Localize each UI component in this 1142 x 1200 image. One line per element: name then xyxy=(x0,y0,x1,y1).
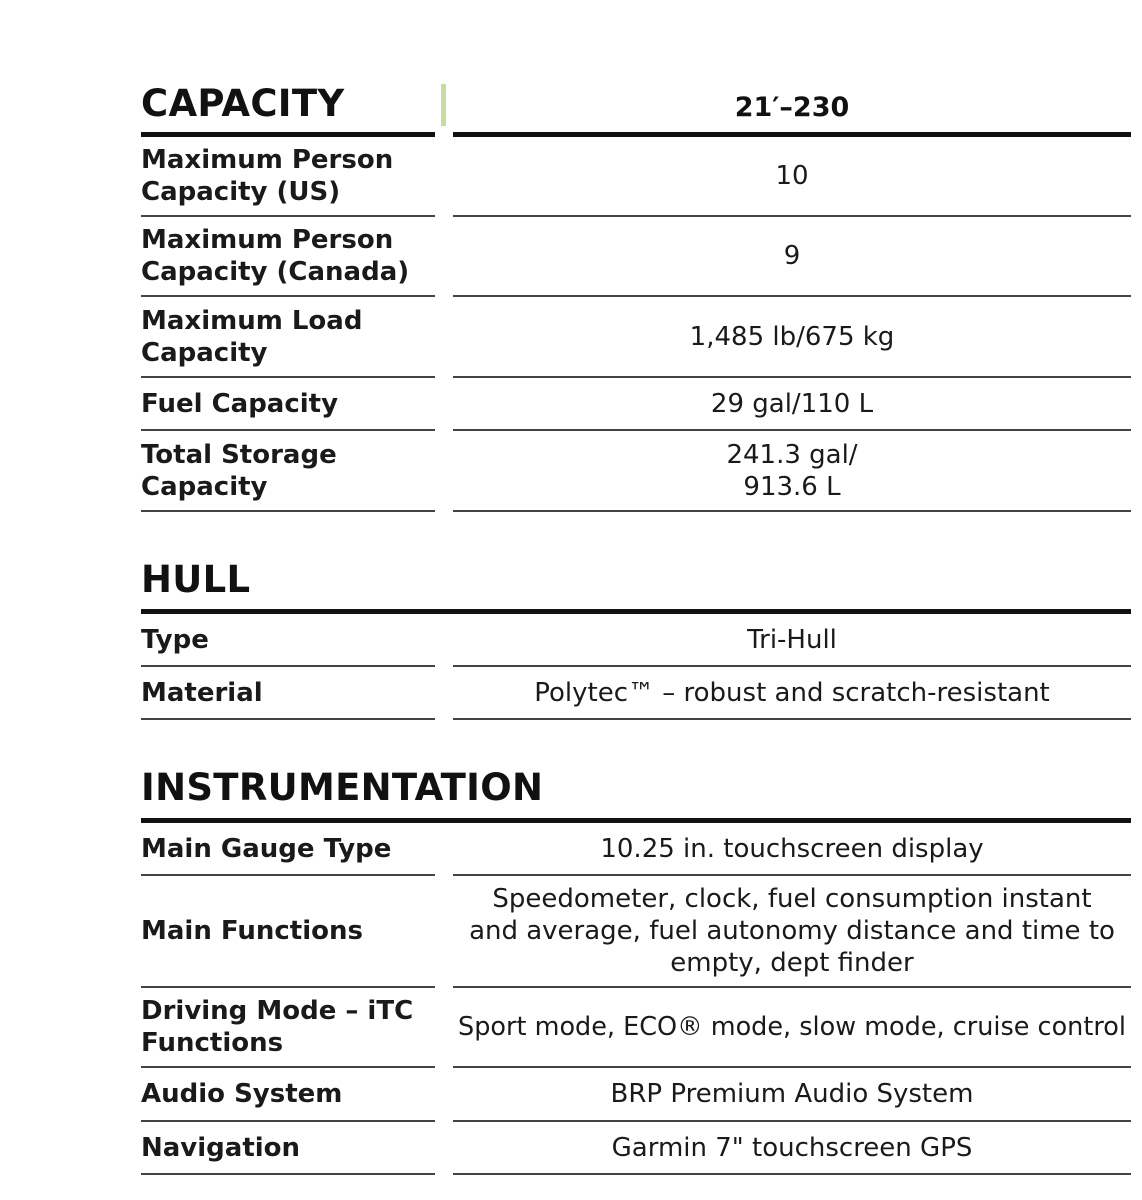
spec-value: 10.25 in. touchscreen display xyxy=(453,823,1131,876)
spec-label: Total Storage Capacity xyxy=(141,431,435,512)
spec-row-main-gauge xyxy=(141,823,1131,876)
spec-value: 10 xyxy=(453,137,1131,217)
spec-label: Maximum Person Capacity (Canada) xyxy=(141,217,435,297)
capacity-title: CAPACITY xyxy=(141,82,345,125)
spec-label: Audio System xyxy=(141,1068,435,1122)
spec-row-hull-type xyxy=(141,614,1131,667)
spec-label: Main Gauge Type xyxy=(141,823,435,876)
spec-value: Polytec™ – robust and scratch-resistant xyxy=(453,667,1131,720)
spec-row-audio-system xyxy=(141,1068,1131,1122)
accent-divider xyxy=(441,84,446,126)
spec-value: Tri-Hull xyxy=(453,614,1131,667)
spec-label: Maximum Load Capacity xyxy=(141,297,435,378)
model-label: 21′–230 xyxy=(734,92,850,123)
spec-value: BRP Premium Audio System xyxy=(453,1068,1131,1122)
spec-row-driving-mode xyxy=(141,988,1131,1068)
spec-value: 1,485 lb/675 kg xyxy=(453,297,1131,378)
spec-row-max-load xyxy=(141,297,1131,378)
instrumentation-title: INSTRUMENTATION xyxy=(141,766,544,809)
hull-title: HULL xyxy=(141,558,251,601)
spec-row-navigation xyxy=(141,1122,1131,1175)
spec-row-hull-material xyxy=(141,667,1131,720)
spec-label: Fuel Capacity xyxy=(141,378,435,431)
spec-row-total-storage xyxy=(141,431,1131,512)
spec-value: 241.3 gal/ 913.6 L xyxy=(453,431,1131,512)
spec-value: 29 gal/110 L xyxy=(453,378,1131,431)
spec-row-fuel-capacity xyxy=(141,378,1131,431)
spec-value: 9 xyxy=(453,217,1131,297)
spec-value: Sport mode, ECO® mode, slow mode, cruise control xyxy=(453,988,1131,1068)
spec-row-max-person-us xyxy=(141,137,1131,217)
spec-label: Navigation xyxy=(141,1122,435,1175)
spec-row-max-person-canada xyxy=(141,217,1131,297)
spec-value: Speedometer, clock, fuel consumption instant and average, fuel autonomy distance and time to empty, dept finder xyxy=(453,876,1131,988)
spec-label: Driving Mode – iTC Functions xyxy=(141,988,435,1068)
spec-label: Type xyxy=(141,614,435,667)
spec-label: Maximum Person Capacity (US) xyxy=(141,137,435,217)
spec-row-main-functions xyxy=(141,876,1131,988)
spec-label: Material xyxy=(141,667,435,720)
spec-value: Garmin 7" touchscreen GPS xyxy=(453,1122,1131,1175)
spec-label: Main Functions xyxy=(141,876,435,988)
